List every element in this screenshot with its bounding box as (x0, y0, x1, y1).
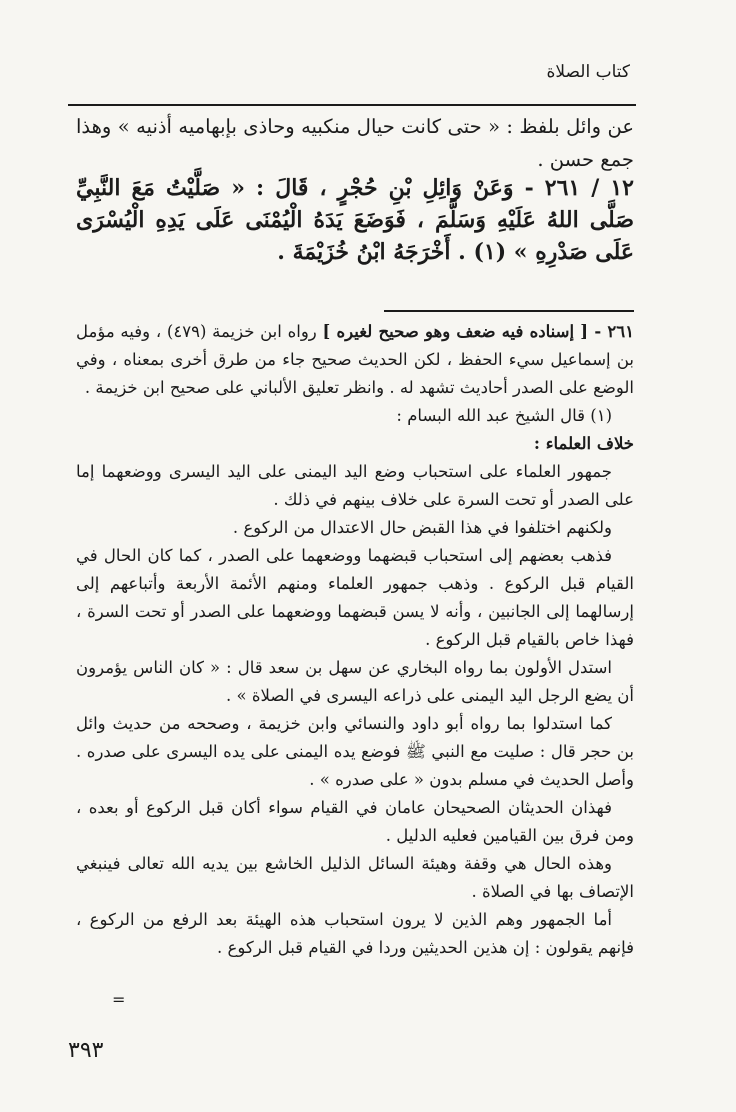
page-number: ٣٩٣ (68, 1038, 104, 1063)
takhrij-label: ٢٦١ - [ إسناده فيه ضعف وهو صحيح لغيره ] (322, 322, 635, 341)
footnote-line: (١) قال الشيخ عبد الله البسام : (396, 406, 612, 425)
running-header: كتاب الصلاة (546, 62, 630, 82)
paragraph-4: استدل الأولون بما رواه البخاري عن سهل بن سعد قال : « كان الناس يؤمرون أن يضع الرجل اليد اليمنى على ذراعه اليسرى في الصلاة » . (76, 658, 634, 705)
intro-paragraph (76, 110, 634, 176)
intro-text: عن وائل بلفظ : « حتى كانت حيال منكبيه وحاذى بإبهاميه أذنيه » وهذا جمع حسن . (76, 115, 634, 171)
takhrij-paragraph (76, 318, 634, 402)
notes-section (76, 318, 634, 962)
paragraph-7: وهذه الحال هي وقفة وهيئة السائل الذليل الخاشع بين يديه الله تعالى فينبغي الإتصاف بها في الصلاة . (76, 854, 634, 901)
paragraph-2: ولكنهم اختلفوا في هذا القبض حال الاعتدال من الركوع . (232, 518, 612, 537)
continuation-mark: = (112, 990, 126, 1009)
hadith-block (76, 172, 634, 268)
header-rule (68, 104, 636, 106)
hadith-text: ١٢ / ٢٦١ - وَعَنْ وَائِلِ بْنِ حُجْرٍ ، قَالَ : « صَلَّيْتُ مَعَ النَّبِيِّ صَلَّى اللهُ عَلَيْهِ وَسَلَّمَ ، فَوَضَعَ يَدَهُ الْيُمْنَى عَلَى يَدِهِ الْيُسْرَى عَلَى صَدْرِهِ » (١) . أَخْرَجَهُ ابْنُ خُزَيْمَةَ . (76, 175, 634, 265)
paragraph-3: فذهب بعضهم إلى استحباب قبضهما ووضعهما على الصدر ، كما كان الحال في القيام قبل الركوع . وذهب جمهور العلماء ومنهم الأئمة الأربعة وأتباعهم إلى إرسالهما إلى الجانبين ، وأنه لا يسن قبضهما ووضعهما على الصدر أو تحت السرة ، فهذا خاص بالقيام قبل الركوع . (76, 546, 634, 649)
paragraph-6: فهذان الحديثان الصحيحان عامان في القيام سواء أكان قبل الركوع أو بعده ، ومن فرق بين القيامين فعليه الدليل . (76, 798, 634, 845)
paragraph-5: كما استدلوا بما رواه أبو داود والنسائي وابن خزيمة ، وصححه من حديث وائل بن حجر قال : صليت مع النبي ﷺ فوضع يده اليمنى على يده اليسرى على صدره . وأصل الحديث في مسلم بدون « على صدره » . (76, 714, 634, 789)
paragraph-1: جمهور العلماء على استحباب وضع اليد اليمنى على اليد اليسرى ووضعهما إما على الصدر أو تحت السرة على خلاف بينهم في ذلك . (76, 462, 634, 509)
footnote-rule (384, 310, 634, 312)
section-heading: خلاف العلماء : (533, 434, 634, 453)
takhrij-text: رواه ابن خزيمة (٤٧٩) ، وفيه مؤمل بن إسماعيل سيء الحفظ ، لكن الحديث صحيح جاء من طرق أخرى بمعناه ، وفي الوضع على الصدر أحاديث تشهد له . وانظر تعليق الألباني على صحيح ابن خزيمة . (76, 322, 634, 397)
paragraph-8: أما الجمهور وهم الذين لا يرون استحباب هذه الهيئة بعد الرفع من الركوع ، فإنهم يقولون : إن هذين الحديثين وردا في القيام قبل الركوع . (76, 910, 634, 957)
